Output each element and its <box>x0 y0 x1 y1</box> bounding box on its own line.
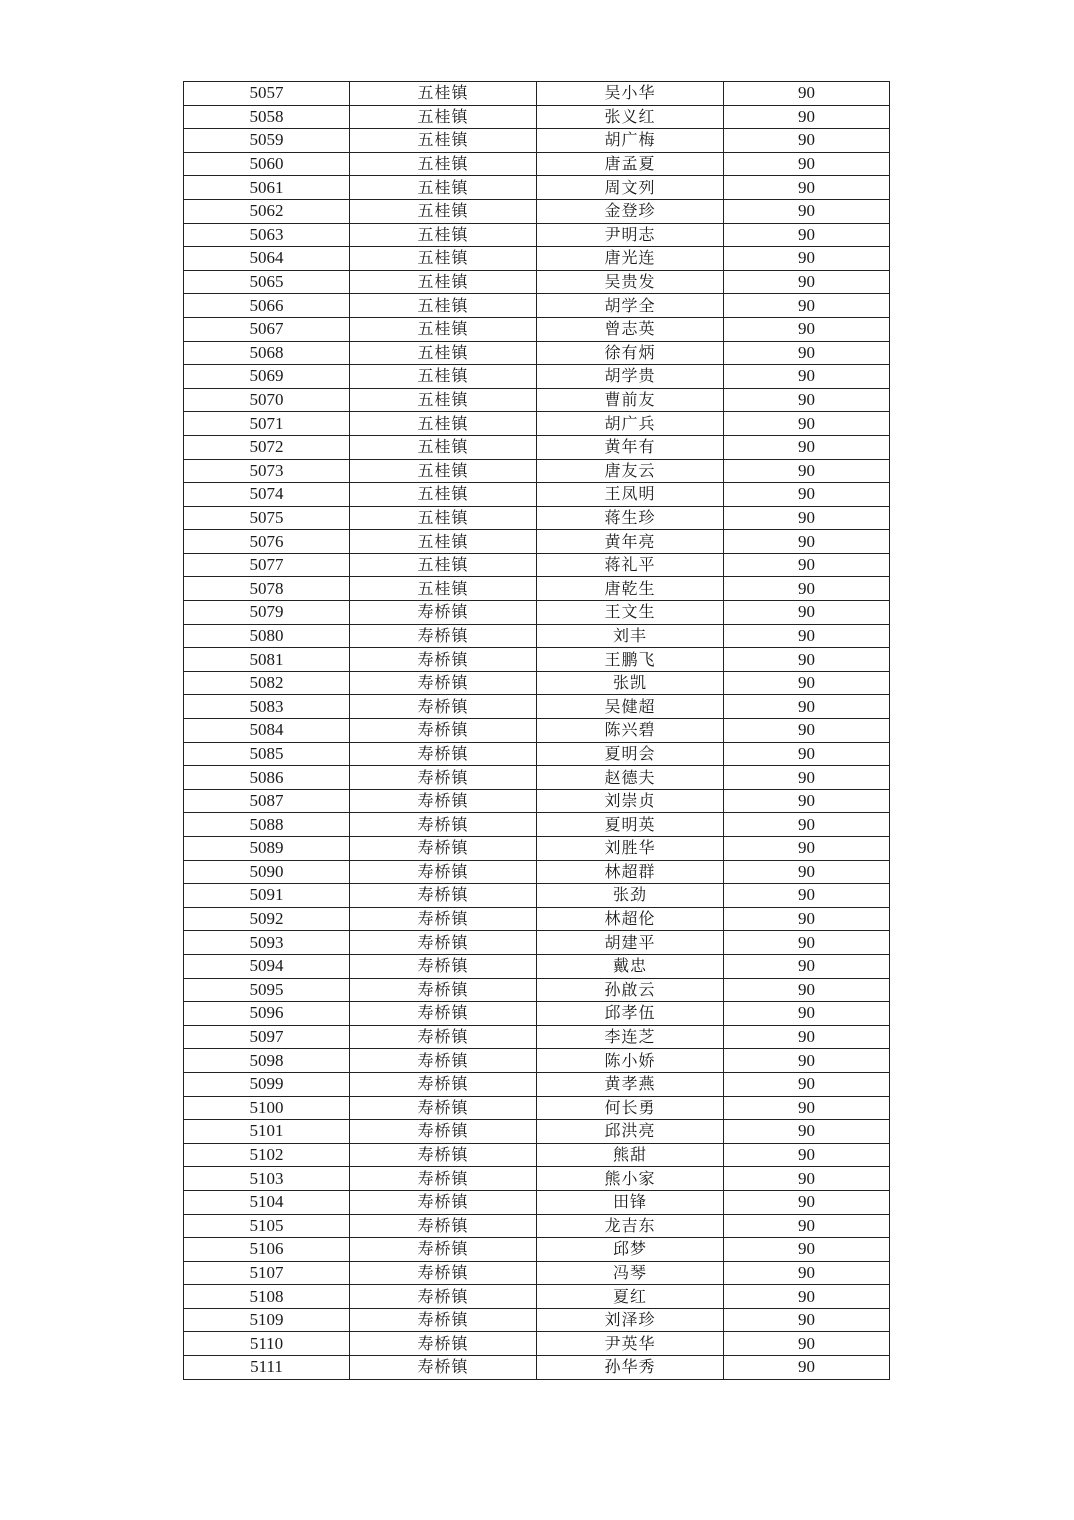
serial-number-cell: 5084 <box>184 719 350 743</box>
town-cell: 五桂镇 <box>350 459 537 483</box>
name-cell: 蒋生珍 <box>537 506 724 530</box>
serial-number-cell: 5066 <box>184 294 350 318</box>
name-cell: 胡广兵 <box>537 412 724 436</box>
table-row <box>184 789 890 813</box>
table-row <box>184 601 890 625</box>
name-cell: 唐光连 <box>537 247 724 271</box>
name-cell: 张凯 <box>537 671 724 695</box>
score-cell: 90 <box>724 719 890 743</box>
table-row <box>184 1143 890 1167</box>
town-cell: 五桂镇 <box>350 105 537 129</box>
name-cell: 刘崇贞 <box>537 789 724 813</box>
serial-number-cell: 5088 <box>184 813 350 837</box>
town-cell: 五桂镇 <box>350 530 537 554</box>
score-cell: 90 <box>724 152 890 176</box>
score-cell: 90 <box>724 247 890 271</box>
town-cell: 五桂镇 <box>350 388 537 412</box>
score-cell: 90 <box>724 1308 890 1332</box>
table-row <box>184 837 890 861</box>
town-cell: 寿桥镇 <box>350 931 537 955</box>
score-cell: 90 <box>724 601 890 625</box>
town-cell: 寿桥镇 <box>350 601 537 625</box>
table-row <box>184 931 890 955</box>
name-cell: 夏明英 <box>537 813 724 837</box>
table-row <box>184 105 890 129</box>
table-row <box>184 317 890 341</box>
town-cell: 五桂镇 <box>350 82 537 106</box>
serial-number-cell: 5070 <box>184 388 350 412</box>
table-row <box>184 978 890 1002</box>
name-cell: 唐乾生 <box>537 577 724 601</box>
town-cell: 五桂镇 <box>350 152 537 176</box>
name-cell: 吴小华 <box>537 82 724 106</box>
score-cell: 90 <box>724 954 890 978</box>
town-cell: 五桂镇 <box>350 317 537 341</box>
score-cell: 90 <box>724 129 890 153</box>
name-cell: 刘胜华 <box>537 837 724 861</box>
name-cell: 胡广梅 <box>537 129 724 153</box>
table-row <box>184 459 890 483</box>
name-cell: 戴忠 <box>537 954 724 978</box>
town-cell: 五桂镇 <box>350 483 537 507</box>
name-cell: 金登珍 <box>537 199 724 223</box>
serial-number-cell: 5101 <box>184 1120 350 1144</box>
name-cell: 林超群 <box>537 860 724 884</box>
town-cell: 寿桥镇 <box>350 742 537 766</box>
table-row <box>184 1120 890 1144</box>
town-cell: 五桂镇 <box>350 199 537 223</box>
name-cell: 黄年有 <box>537 435 724 459</box>
serial-number-cell: 5069 <box>184 365 350 389</box>
serial-number-cell: 5075 <box>184 506 350 530</box>
score-cell: 90 <box>724 1238 890 1262</box>
serial-number-cell: 5082 <box>184 671 350 695</box>
name-cell: 陈小娇 <box>537 1049 724 1073</box>
table-row <box>184 860 890 884</box>
serial-number-cell: 5109 <box>184 1308 350 1332</box>
serial-number-cell: 5061 <box>184 176 350 200</box>
town-cell: 寿桥镇 <box>350 1356 537 1380</box>
score-cell: 90 <box>724 813 890 837</box>
town-cell: 五桂镇 <box>350 129 537 153</box>
town-cell: 寿桥镇 <box>350 1072 537 1096</box>
score-cell: 90 <box>724 176 890 200</box>
score-cell: 90 <box>724 1025 890 1049</box>
serial-number-cell: 5067 <box>184 317 350 341</box>
score-cell: 90 <box>724 105 890 129</box>
table-row <box>184 506 890 530</box>
serial-number-cell: 5073 <box>184 459 350 483</box>
name-cell: 邱孝伍 <box>537 1002 724 1026</box>
score-cell: 90 <box>724 931 890 955</box>
town-cell: 五桂镇 <box>350 294 537 318</box>
score-cell: 90 <box>724 577 890 601</box>
name-cell: 龙吉东 <box>537 1214 724 1238</box>
table-row <box>184 1025 890 1049</box>
table-row <box>184 270 890 294</box>
table-row <box>184 742 890 766</box>
name-cell: 黄年亮 <box>537 530 724 554</box>
table-row <box>184 648 890 672</box>
serial-number-cell: 5068 <box>184 341 350 365</box>
name-cell: 曹前友 <box>537 388 724 412</box>
table-row <box>184 1167 890 1191</box>
score-cell: 90 <box>724 907 890 931</box>
town-cell: 五桂镇 <box>350 365 537 389</box>
serial-number-cell: 5091 <box>184 884 350 908</box>
serial-number-cell: 5107 <box>184 1261 350 1285</box>
score-cell: 90 <box>724 1120 890 1144</box>
score-cell: 90 <box>724 1167 890 1191</box>
score-cell: 90 <box>724 1002 890 1026</box>
serial-number-cell: 5083 <box>184 695 350 719</box>
name-cell: 王文生 <box>537 601 724 625</box>
table-row <box>184 294 890 318</box>
serial-number-cell: 5081 <box>184 648 350 672</box>
town-cell: 寿桥镇 <box>350 837 537 861</box>
table-row <box>184 82 890 106</box>
score-cell: 90 <box>724 82 890 106</box>
score-cell: 90 <box>724 860 890 884</box>
table-row <box>184 176 890 200</box>
town-cell: 寿桥镇 <box>350 648 537 672</box>
table-row <box>184 1049 890 1073</box>
score-cell: 90 <box>724 1072 890 1096</box>
name-cell: 唐友云 <box>537 459 724 483</box>
town-cell: 寿桥镇 <box>350 1238 537 1262</box>
table-row <box>184 1002 890 1026</box>
name-cell: 周文列 <box>537 176 724 200</box>
town-cell: 寿桥镇 <box>350 813 537 837</box>
table-row <box>184 884 890 908</box>
table-row <box>184 1308 890 1332</box>
town-cell: 寿桥镇 <box>350 1214 537 1238</box>
serial-number-cell: 5063 <box>184 223 350 247</box>
score-cell: 90 <box>724 1049 890 1073</box>
name-cell: 夏明会 <box>537 742 724 766</box>
table-row <box>184 1261 890 1285</box>
town-cell: 寿桥镇 <box>350 624 537 648</box>
score-cell: 90 <box>724 553 890 577</box>
name-cell: 陈兴碧 <box>537 719 724 743</box>
table-row <box>184 553 890 577</box>
table-row <box>184 671 890 695</box>
table-row <box>184 341 890 365</box>
town-cell: 五桂镇 <box>350 435 537 459</box>
table-row <box>184 577 890 601</box>
serial-number-cell: 5089 <box>184 837 350 861</box>
score-cell: 90 <box>724 671 890 695</box>
town-cell: 五桂镇 <box>350 412 537 436</box>
table-row <box>184 483 890 507</box>
table-row <box>184 435 890 459</box>
score-cell: 90 <box>724 1261 890 1285</box>
town-cell: 寿桥镇 <box>350 1025 537 1049</box>
name-cell: 胡学全 <box>537 294 724 318</box>
serial-number-cell: 5087 <box>184 789 350 813</box>
town-cell: 寿桥镇 <box>350 695 537 719</box>
score-cell: 90 <box>724 1143 890 1167</box>
town-cell: 寿桥镇 <box>350 884 537 908</box>
score-cell: 90 <box>724 648 890 672</box>
name-cell: 蒋礼平 <box>537 553 724 577</box>
score-cell: 90 <box>724 837 890 861</box>
name-cell: 夏红 <box>537 1285 724 1309</box>
score-cell: 90 <box>724 365 890 389</box>
name-cell: 黄孝燕 <box>537 1072 724 1096</box>
serial-number-cell: 5100 <box>184 1096 350 1120</box>
table-row <box>184 813 890 837</box>
serial-number-cell: 5072 <box>184 435 350 459</box>
serial-number-cell: 5058 <box>184 105 350 129</box>
name-cell: 唐孟夏 <box>537 152 724 176</box>
roster-table-body <box>184 82 890 1380</box>
serial-number-cell: 5064 <box>184 247 350 271</box>
name-cell: 冯琴 <box>537 1261 724 1285</box>
table-row <box>184 412 890 436</box>
town-cell: 寿桥镇 <box>350 978 537 1002</box>
score-cell: 90 <box>724 530 890 554</box>
town-cell: 寿桥镇 <box>350 1190 537 1214</box>
serial-number-cell: 5095 <box>184 978 350 1002</box>
table-row <box>184 129 890 153</box>
town-cell: 五桂镇 <box>350 506 537 530</box>
town-cell: 寿桥镇 <box>350 907 537 931</box>
score-cell: 90 <box>724 789 890 813</box>
table-row <box>184 199 890 223</box>
name-cell: 何长勇 <box>537 1096 724 1120</box>
name-cell: 胡学贵 <box>537 365 724 389</box>
name-cell: 张义红 <box>537 105 724 129</box>
table-row <box>184 1238 890 1262</box>
serial-number-cell: 5074 <box>184 483 350 507</box>
town-cell: 寿桥镇 <box>350 671 537 695</box>
town-cell: 五桂镇 <box>350 223 537 247</box>
serial-number-cell: 5085 <box>184 742 350 766</box>
town-cell: 寿桥镇 <box>350 789 537 813</box>
name-cell: 邱梦 <box>537 1238 724 1262</box>
score-cell: 90 <box>724 270 890 294</box>
town-cell: 寿桥镇 <box>350 1049 537 1073</box>
table-row <box>184 1190 890 1214</box>
town-cell: 寿桥镇 <box>350 766 537 790</box>
table-row <box>184 247 890 271</box>
score-cell: 90 <box>724 199 890 223</box>
serial-number-cell: 5111 <box>184 1356 350 1380</box>
serial-number-cell: 5103 <box>184 1167 350 1191</box>
name-cell: 李连芝 <box>537 1025 724 1049</box>
score-cell: 90 <box>724 1096 890 1120</box>
town-cell: 寿桥镇 <box>350 719 537 743</box>
score-cell: 90 <box>724 742 890 766</box>
table-row <box>184 766 890 790</box>
score-cell: 90 <box>724 294 890 318</box>
score-cell: 90 <box>724 1285 890 1309</box>
serial-number-cell: 5057 <box>184 82 350 106</box>
name-cell: 胡建平 <box>537 931 724 955</box>
town-cell: 寿桥镇 <box>350 1002 537 1026</box>
town-cell: 寿桥镇 <box>350 1285 537 1309</box>
serial-number-cell: 5106 <box>184 1238 350 1262</box>
score-cell: 90 <box>724 766 890 790</box>
town-cell: 寿桥镇 <box>350 1332 537 1356</box>
score-cell: 90 <box>724 1332 890 1356</box>
serial-number-cell: 5093 <box>184 931 350 955</box>
roster-table <box>183 81 890 1380</box>
serial-number-cell: 5086 <box>184 766 350 790</box>
name-cell: 曾志英 <box>537 317 724 341</box>
table-row <box>184 1356 890 1380</box>
town-cell: 寿桥镇 <box>350 1308 537 1332</box>
serial-number-cell: 5090 <box>184 860 350 884</box>
serial-number-cell: 5096 <box>184 1002 350 1026</box>
town-cell: 五桂镇 <box>350 176 537 200</box>
name-cell: 孙啟云 <box>537 978 724 1002</box>
name-cell: 田锋 <box>537 1190 724 1214</box>
serial-number-cell: 5108 <box>184 1285 350 1309</box>
table-row <box>184 365 890 389</box>
table-row <box>184 388 890 412</box>
serial-number-cell: 5059 <box>184 129 350 153</box>
serial-number-cell: 5097 <box>184 1025 350 1049</box>
town-cell: 寿桥镇 <box>350 954 537 978</box>
score-cell: 90 <box>724 435 890 459</box>
serial-number-cell: 5062 <box>184 199 350 223</box>
town-cell: 寿桥镇 <box>350 860 537 884</box>
score-cell: 90 <box>724 341 890 365</box>
score-cell: 90 <box>724 459 890 483</box>
score-cell: 90 <box>724 388 890 412</box>
town-cell: 五桂镇 <box>350 270 537 294</box>
score-cell: 90 <box>724 223 890 247</box>
table-row <box>184 1096 890 1120</box>
table-row <box>184 695 890 719</box>
name-cell: 徐有炳 <box>537 341 724 365</box>
table-row <box>184 1214 890 1238</box>
name-cell: 林超伦 <box>537 907 724 931</box>
town-cell: 寿桥镇 <box>350 1096 537 1120</box>
score-cell: 90 <box>724 1214 890 1238</box>
score-cell: 90 <box>724 695 890 719</box>
name-cell: 尹明志 <box>537 223 724 247</box>
name-cell: 尹英华 <box>537 1332 724 1356</box>
table-row <box>184 907 890 931</box>
score-cell: 90 <box>724 884 890 908</box>
town-cell: 寿桥镇 <box>350 1143 537 1167</box>
score-cell: 90 <box>724 978 890 1002</box>
table-row <box>184 954 890 978</box>
town-cell: 寿桥镇 <box>350 1261 537 1285</box>
serial-number-cell: 5092 <box>184 907 350 931</box>
table-row <box>184 223 890 247</box>
table-row <box>184 152 890 176</box>
name-cell: 张劲 <box>537 884 724 908</box>
town-cell: 寿桥镇 <box>350 1167 537 1191</box>
name-cell: 熊小家 <box>537 1167 724 1191</box>
name-cell: 赵德夫 <box>537 766 724 790</box>
serial-number-cell: 5080 <box>184 624 350 648</box>
name-cell: 王鹏飞 <box>537 648 724 672</box>
serial-number-cell: 5094 <box>184 954 350 978</box>
score-cell: 90 <box>724 506 890 530</box>
name-cell: 孙华秀 <box>537 1356 724 1380</box>
serial-number-cell: 5071 <box>184 412 350 436</box>
serial-number-cell: 5104 <box>184 1190 350 1214</box>
town-cell: 五桂镇 <box>350 341 537 365</box>
score-cell: 90 <box>724 317 890 341</box>
serial-number-cell: 5099 <box>184 1072 350 1096</box>
table-row <box>184 1285 890 1309</box>
town-cell: 寿桥镇 <box>350 1120 537 1144</box>
name-cell: 王凤明 <box>537 483 724 507</box>
table-row <box>184 1072 890 1096</box>
serial-number-cell: 5060 <box>184 152 350 176</box>
table-row <box>184 624 890 648</box>
score-cell: 90 <box>724 483 890 507</box>
serial-number-cell: 5110 <box>184 1332 350 1356</box>
table-row <box>184 530 890 554</box>
town-cell: 五桂镇 <box>350 553 537 577</box>
name-cell: 邱洪亮 <box>537 1120 724 1144</box>
table-row <box>184 1332 890 1356</box>
name-cell: 吴健超 <box>537 695 724 719</box>
score-cell: 90 <box>724 1190 890 1214</box>
name-cell: 熊甜 <box>537 1143 724 1167</box>
serial-number-cell: 5078 <box>184 577 350 601</box>
serial-number-cell: 5077 <box>184 553 350 577</box>
serial-number-cell: 5079 <box>184 601 350 625</box>
town-cell: 五桂镇 <box>350 577 537 601</box>
serial-number-cell: 5076 <box>184 530 350 554</box>
serial-number-cell: 5065 <box>184 270 350 294</box>
score-cell: 90 <box>724 1356 890 1380</box>
score-cell: 90 <box>724 624 890 648</box>
name-cell: 吴贵发 <box>537 270 724 294</box>
serial-number-cell: 5102 <box>184 1143 350 1167</box>
town-cell: 五桂镇 <box>350 247 537 271</box>
name-cell: 刘丰 <box>537 624 724 648</box>
table-row <box>184 719 890 743</box>
serial-number-cell: 5105 <box>184 1214 350 1238</box>
serial-number-cell: 5098 <box>184 1049 350 1073</box>
score-cell: 90 <box>724 412 890 436</box>
name-cell: 刘泽珍 <box>537 1308 724 1332</box>
